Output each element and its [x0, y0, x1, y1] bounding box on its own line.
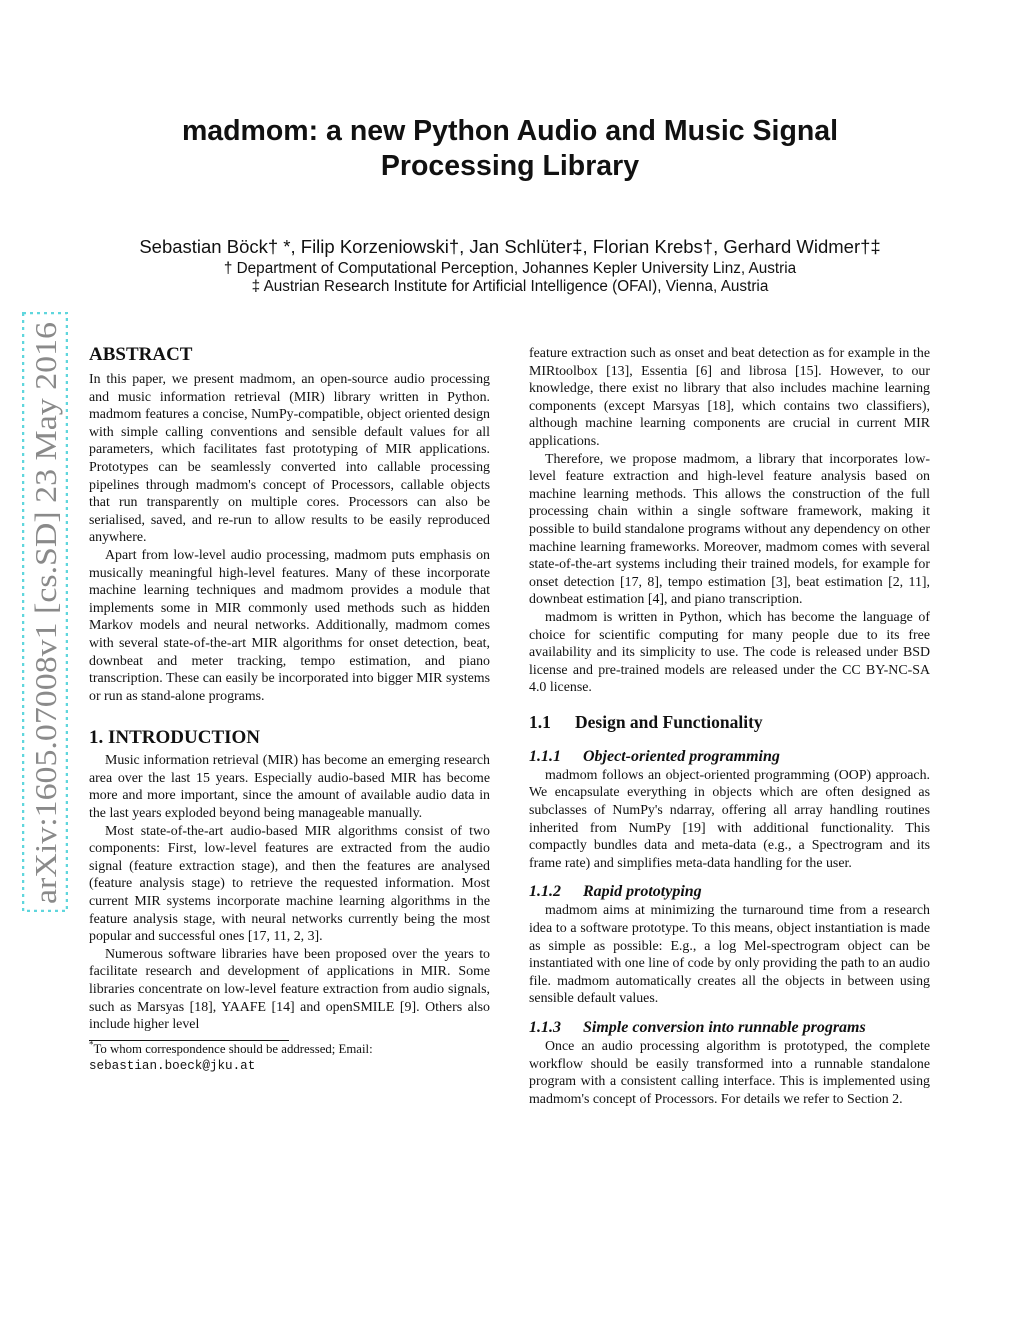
arxiv-stamp-svg — [22, 312, 68, 912]
left-column — [89, 344, 490, 1074]
author-list: Sebastian Böck† *, Filip Korzeniowski†, Jan Schlüter‡, Florian Krebs†, Gerhard Widmer†‡ — [139, 236, 881, 257]
right-paragraph-2: Therefore, we propose madmom, a library that incorporates low-level feature extraction and high-level feature analysis based on machine learning methods. This allows the construction of the full processing chain within a single software framework, making it possible to build standalone programs without any dependency on other machine learning frameworks. Moreover, madmom comes with several state-of-the-art systems including their trained models, for example for onset detection [17, 8], tempo estimation [3], beat estimation [2, 11], downbeat estimation [4], and piano transcription. — [529, 451, 930, 608]
right-paragraph-3: madmom is written in Python, which has become the language of choice for scientific computing for many people due to its free availability and its simplicity to use. The code is released under BSD license and pre-trained models are released under the CC BY-NC-SA 4.0 license. — [529, 609, 930, 696]
subsection-1-1-3-heading — [529, 1018, 930, 1038]
subsection-1-1-2-text: madmom aims at minimizing the turnaround time from a research idea to a software prototype. To this means, object instantiation is made as simple as possible: E.g., a log Mel-spectrogram object can be instantiated with one line of code by only providing the path to an audio file. madmom automatically creates all the objects in between using sensible default values. — [529, 903, 930, 1007]
footnote-marker: * — [89, 1039, 94, 1050]
introduction-heading: 1. INTRODUCTION — [89, 727, 261, 749]
intro-paragraph-1: Music information retrieval (MIR) has become an emerging research area over the last 15 years. Especially audio-based MIR has become more and more important, since the amount of available audio data in the last years exploded beyond being manageable manually. — [89, 753, 490, 822]
abstract-paragraph-2: Apart from low-level audio processing, madmom puts emphasis on musically meaningful high-level features. Many of these incorporate machine learning techniques and madmom provides a module that implements some in MIR commonly used methods such as hidden Markov models and neural networks. Additionally, madmom comes with several state-of-the-art MIR algorithms for onset detection, beat, downbeat and meter tracking, tempo estimation, and piano transcription. These can easily be incorporated into bigger MIR systems or run as stand-alone programs. — [89, 547, 490, 704]
abstract-paragraph-1: In this paper, we present madmom, an open-source audio processing and music information retrieval (MIR) library written in Python. madmom features a concise, NumPy-compatible, object oriented design with simple calling conventions and sensible default values for all parameters, which facilitates fast prototyping of MIR applications. Prototypes can be seamlessly converted into callable processing pipelines through madmom's concept of Processors, callable objects that run transparently on multiple cores. Processors can also be serialised, saved, and re-run to allow results to be easily reproduced anywhere. — [89, 372, 490, 546]
subsection-1-1-3-number: 1.1.3 — [529, 1019, 561, 1036]
section-1-1-number: 1.1 — [529, 711, 551, 732]
intro-paragraph-3: Numerous software libraries have been proposed over the years to facilitate research and development of applications in MIR. Some libraries concentrate on low-level feature extraction from audio signals, such as Marsyas [18], YAAFE [14] and openSMILE [9]. Others also include higher level — [89, 946, 490, 1033]
subsection-1-1-3-text: Once an audio processing algorithm is prototyped, the complete workflow should be easily transformed into a runnable standalone program with a consistent calling interface. This is implemented using madmom's concept of Processors. For details we refer to Section 2. — [529, 1039, 930, 1107]
paper-title — [120, 114, 900, 184]
abstract-heading: ABSTRACT — [89, 344, 193, 365]
subsection-1-1-2-number: 1.1.2 — [529, 883, 561, 901]
right-column — [529, 345, 930, 1108]
arxiv-stamp — [22, 312, 68, 912]
subsection-1-1-2-title: Rapid prototyping — [583, 883, 702, 901]
right-paragraph-1: feature extraction such as onset and beat detection as for example in the MIRtoolbox [13], Essentia [6] and librosa [15]. However, to our knowledge, there exist no library that also includes machine learning components (except Marsyas [18], which contains two classifiers), although machine learning components are crucial in current MIR applications. — [529, 346, 930, 449]
footnote — [89, 1041, 490, 1074]
affiliation-ofai: ‡ Austrian Research Institute for Artificial Intelligence (OFAI), Vienna, Austria — [251, 278, 769, 295]
footnote-text: To whom correspondence should be addressed; Email: — [93, 1041, 373, 1056]
arxiv-stamp-text: arXiv:1605.07008v1 [cs.SD] 23 May 2016 — [28, 371, 63, 904]
affiliation-jku: † Department of Computational Perception, Johannes Kepler University Linz, Austria — [223, 260, 797, 277]
subsection-1-1-1-number: 1.1.1 — [529, 747, 561, 765]
subsection-1-1-1-heading — [529, 747, 930, 767]
subsection-1-1-2-heading — [529, 882, 930, 902]
footnote-email[interactable]: sebastian.boeck@jku.at — [89, 1058, 256, 1073]
section-1-1-title: Design and Functionality — [575, 711, 763, 732]
subsection-1-1-1-title: Object-oriented programming — [583, 747, 780, 765]
intro-paragraph-2: Most state-of-the-art audio-based MIR algorithms consist of two components: First, low-level features are extracted from the audio signal (feature extraction stage), and then the features are analysed (feature analysis stage) to retrieve the requested information. Most current MIR systems incorporate machine learning algorithms in the feature analysis stage, with neural networks currently being the most popular and successful ones [17, 11, 2, 3]. — [89, 823, 490, 945]
subsection-1-1-1-text: madmom follows an object-oriented programming (OOP) approach. We encapsulate everything in objects which are often designed as subclasses of NumPy's ndarray, offering all array handling routines inherited from NumPy [19] with additional functionality. This compactly bundles data and meta-data (e.g., a Spectrogram and its frame rate) and simplifies meta-data handling for the user. — [529, 767, 930, 871]
section-1-1-heading — [529, 711, 930, 733]
paper-title-line-2: Processing Library — [380, 150, 640, 182]
paper-title-line-1: madmom: a new Python Audio and Music Signal — [181, 115, 839, 147]
subsection-1-1-3-title: Simple conversion into runnable programs — [583, 1019, 866, 1036]
